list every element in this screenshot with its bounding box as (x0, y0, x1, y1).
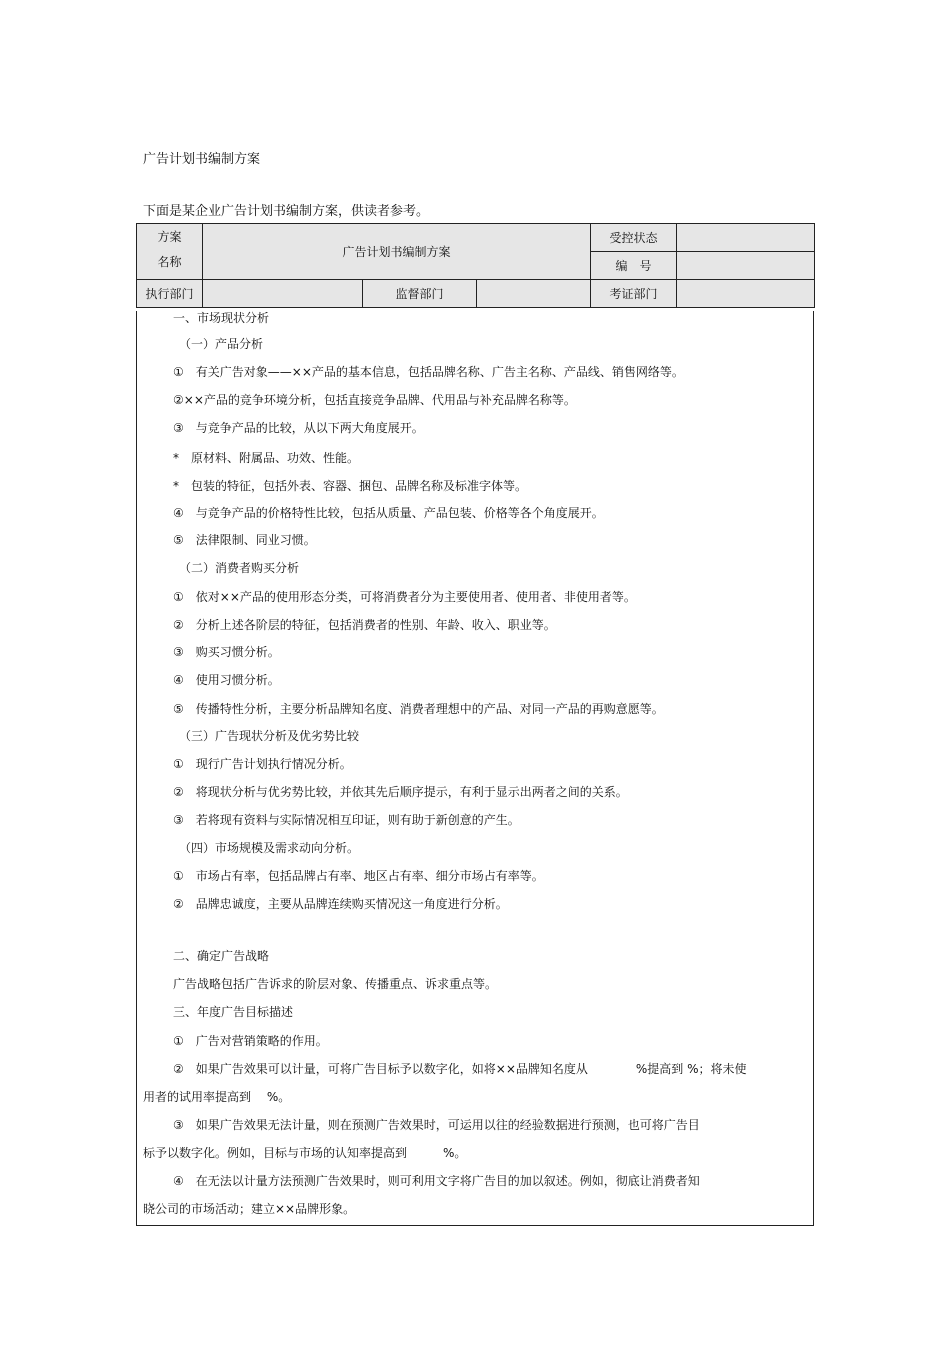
list-item: * 原材料、附属品、功效、性能。 (173, 451, 360, 465)
plan-label-line2: 名称 (157, 254, 182, 269)
verify-dept-value (677, 280, 815, 308)
list-item: ④ 在无法以计量方法预测广告效果时，则可利用文字将广告目的加以叙述。例如，彻底让消费者知 (173, 1174, 700, 1188)
control-status-value (677, 224, 815, 252)
plan-name-text: 广告计划书编制方案 (342, 245, 451, 259)
plan-label-line1: 方案 (157, 229, 182, 244)
document-title: 广告计划书编制方案 (143, 152, 261, 167)
content-box (136, 311, 814, 1226)
paragraph: 广告战略包括广告诉求的阶层对象、传播重点、诉求重点等。 (173, 977, 498, 991)
list-item: ② 分析上述各阶层的特征，包括消费者的性别、年龄、收入、职业等。 (173, 618, 556, 632)
list-item: ② 如果广告效果可以计量，可将广告目标予以数字化，如将××品牌知名度从 %提高到 %；将未使 (173, 1062, 747, 1076)
sub-heading: （四）市场规模及需求动向分析。 (179, 841, 360, 855)
plan-name-value (203, 224, 591, 280)
supervise-dept-text: 监督部门 (395, 287, 444, 301)
list-item: ③ 若将现有资料与实际情况相互印证，则有助于新创意的产生。 (173, 813, 520, 827)
section-heading: 一、市场现状分析 (173, 311, 270, 325)
number-label-text: 编 号 (615, 259, 652, 273)
sub-heading: （一）产品分析 (179, 337, 264, 351)
number-value (677, 252, 815, 280)
list-item: ③ 购买习惯分析。 (173, 645, 280, 659)
control-status-label (591, 224, 677, 252)
sub-heading: （三）广告现状分析及优劣势比较 (179, 729, 360, 743)
verify-dept-text: 考证部门 (609, 287, 658, 301)
section-heading: 二、确定广告战略 (173, 949, 270, 963)
list-item: ⑤ 法律限制、同业习惯。 (173, 533, 316, 547)
list-item: ②××产品的竞争环境分析，包括直接竞争品牌、代用品与补充品牌名称等。 (173, 393, 576, 407)
supervise-dept-value (477, 280, 591, 308)
list-item: ③ 与竞争产品的比较，从以下两大角度展开。 (173, 421, 424, 435)
list-item: ② 将现状分析与优劣势比较，并依其先后顺序提示，有利于显示出两者之间的关系。 (173, 785, 628, 799)
list-item-continued: 用者的试用率提高到 %。 (143, 1090, 291, 1104)
number-label (591, 252, 677, 280)
section-heading: 三、年度广告目标描述 (173, 1005, 294, 1019)
control-status-text: 受控状态 (609, 231, 658, 245)
header-table (136, 223, 815, 308)
list-item: ③ 如果广告效果无法计量，则在预测广告效果时，可运用以往的经验数据进行预测，也可将广告目 (173, 1118, 700, 1132)
list-item: ② 品牌忠诚度，主要从品牌连续购买情况这一角度进行分析。 (173, 897, 508, 911)
verify-dept-label (591, 280, 677, 308)
list-item: ① 广告对营销策略的作用。 (173, 1034, 328, 1048)
list-item: ① 依对××产品的使用形态分类，可将消费者分为主要使用者、使用者、非使用者等。 (173, 590, 636, 604)
intro-text: 下面是某企业广告计划书编制方案，供读者参考。 (143, 204, 430, 219)
exec-dept-text: 执行部门 (145, 287, 194, 301)
sub-heading: （二）消费者购买分析 (179, 561, 300, 575)
list-item: * 包装的特征，包括外表、容器、捆包、品牌名称及标准字体等。 (173, 479, 528, 493)
list-item: ① 有关广告对象——××产品的基本信息，包括品牌名称、广告主名称、产品线、销售网络等。 (173, 365, 684, 379)
list-item: ⑤ 传播特性分析，主要分析品牌知名度、消费者理想中的产品、对同一产品的再购意愿等。 (173, 702, 664, 716)
list-item: ④ 使用习惯分析。 (173, 673, 280, 687)
supervise-dept-label (363, 280, 477, 308)
list-item: ① 现行广告计划执行情况分析。 (173, 757, 352, 771)
list-item: ④ 与竞争产品的价格特性比较，包括从质量、产品包装、价格等各个角度展开。 (173, 506, 604, 520)
list-item-continued: 标予以数字化。例如，目标与市场的认知率提高到 %。 (143, 1146, 467, 1160)
exec-dept-label (137, 280, 203, 308)
list-item-continued: 晓公司的市场活动；建立××品牌形象。 (143, 1202, 356, 1216)
plan-name-label-cell (137, 224, 203, 280)
list-item: ① 市场占有率，包括品牌占有率、地区占有率、细分市场占有率等。 (173, 869, 544, 883)
exec-dept-value (203, 280, 363, 308)
